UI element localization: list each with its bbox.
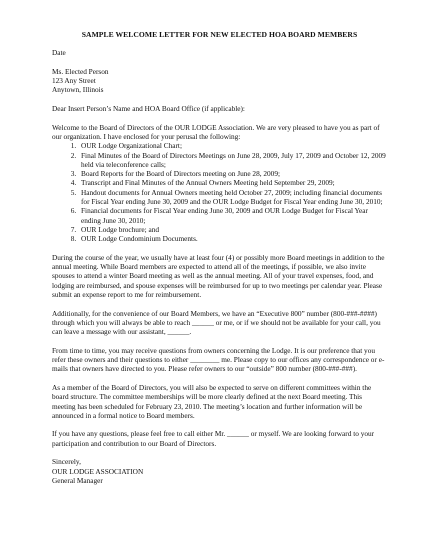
enclosure-item: 2. Final Minutes of the Board of Directors Meetings on June 28, 2009, July 17, 2009 and October 12, 2009 held via teleconference calls; <box>78 151 387 170</box>
address-line: Anytown, Illinois <box>52 85 104 95</box>
letter-title: SAMPLE WELCOME LETTER FOR NEW ELECTED HOA BOARD MEMBERS <box>81 30 358 39</box>
enclosure-item: 5. Handout documents for Annual Owners meeting held October 27, 2009; including financial documents for Fiscal Year ending June 30, 2009 and the OUR Lodge Budget for Fiscal Year ending June 30, 2010; <box>78 188 387 207</box>
address-line: Ms. Elected Person <box>52 66 109 76</box>
questions-paragraph: From time to time, you may receive questions from owners concerning the Lodge. It is our preference that you refer these owners and their questions to either ________ me. Please copy to our offices any correspondence or e-mails that owners have directed to you. Please refer owners to our “outside” 800 number (800-###-###). <box>52 345 385 374</box>
signature-block <box>52 457 387 485</box>
closing-paragraph: If you have any questions, please feel free to call either Mr. ______ or myself. We are looking forward to your participation and contribution to our Board of Directors. <box>52 429 375 448</box>
intro-paragraph: Welcome to the Board of Directors of the OUR LODGE Association. We are very pleased to have you as part of our organization. I have enclosed for your perusal the following: <box>52 122 380 141</box>
enclosure-item: 8. OUR Lodge Condominium Documents. <box>78 234 387 243</box>
enclosure-item: 3. Board Reports for the Board of Directors meeting on June 28, 2009; <box>78 169 387 178</box>
enclosure-item: 6. Financial documents for Fiscal Year ending June 30, 2009 and OUR Lodge Budget for Fiscal Year ending June 30, 2010; <box>78 206 387 225</box>
recipient-address <box>52 67 387 95</box>
signoff-line: General Manager <box>52 475 103 485</box>
salutation: Dear Insert Person’s Name and HOA Board Office (if applicable): <box>52 104 245 114</box>
enclosure-item: 7. OUR Lodge brochure; and <box>78 225 387 234</box>
enclosure-item: 4. Transcript and Final Minutes of the Annual Owners Meeting held September 29, 2009; <box>78 178 387 187</box>
phone-paragraph: Additionally, for the convenience of our Board Members, we have an “Executive 800” number (800-###-####) through which you will always be able to reach ______ or me, or if we should not be available for your call, you can leave a message with our assistant, ______. <box>52 308 381 337</box>
letter-date: Date <box>52 48 66 58</box>
address-line: 123 Any Street <box>52 76 96 86</box>
enclosure-list <box>52 141 387 243</box>
committees-paragraph: As a member of the Board of Directors, you will also be expected to serve on different committees within the board structure. The committee memberships will be more clearly defined at the next Board meeting. This meeting has been scheduled for February 23, 2010. The meeting’s location and further information will be announced in a formal notice to Board members. <box>52 382 372 420</box>
enclosure-item: 1. OUR Lodge Organizational Chart; <box>78 141 387 150</box>
signoff-line: Sincerely, <box>52 457 81 467</box>
signoff-line: OUR LODGE ASSOCIATION <box>52 466 144 476</box>
meetings-paragraph: During the course of the year, we usually have at least four (4) or possibly more Board meetings in addition to the annual meeting. While Board members are expected to attend all of the meetings, if possible, we also invite spouses to attend a winter Board meeting as well as the annual meeting. All of your travel expenses, food, and lodging are reimbursed, and spouse expenses will be reimbursed for up to two meetings per calendar year. Please submit an expense report to me for reimbursement. <box>52 252 385 300</box>
